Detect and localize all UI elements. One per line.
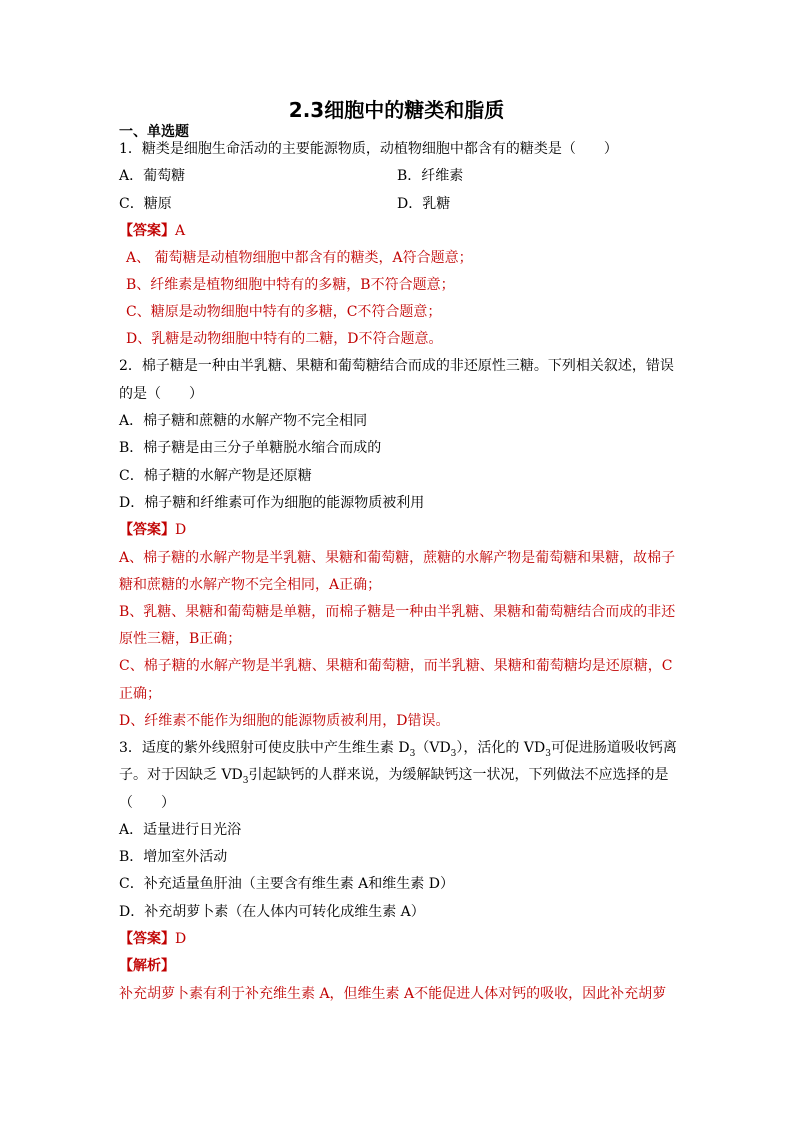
q3-answer [119, 929, 679, 949]
q3-stem-text: ），活化的 VD [456, 740, 546, 756]
q1-answer-label [119, 223, 185, 239]
q3-option-b: B．增加室外活动 [119, 849, 228, 865]
q3-analysis-label: 【解析】 [119, 958, 175, 974]
q2-option-d: D．棉子糖和纤维素可作为细胞的能源物质被利用 [119, 495, 425, 511]
q2-explanation-line: A、棉子糖的水解产物是半乳糖、果糖和葡萄糖，蔗糖的水解产物是葡萄糖和果糖，故棉子 [119, 550, 676, 566]
q2-answer-label [119, 522, 186, 538]
q2-explanation-line: B、乳糖、果糖和葡萄糖是单糖，而棉子糖是一种由半乳糖、果糖和葡萄糖结合而成的非还 [119, 604, 676, 620]
q1-explanation-line: C、糖原是动物细胞中特有的多糖，C不符合题意； [126, 304, 442, 320]
q1-options-row-2 [119, 194, 679, 214]
q2-explanation-line: 原性三糖，B正确； [119, 631, 242, 647]
q3-stem-text: 子。对于因缺乏 VD [119, 767, 243, 783]
q1-answer-letter: A [175, 223, 186, 239]
q2-explanation-line: 糖和蔗糖的水解产物不完全相同，A正确； [119, 577, 382, 593]
q1-explanation-line: B、纤维素是植物细胞中特有的多糖，B不符合题意； [126, 277, 455, 293]
q3-stem-text: （VD [415, 740, 451, 756]
q1-answer [119, 221, 679, 241]
q2-option-a: A．棉子糖和蔗糖的水解产物不完全相同 [119, 413, 368, 429]
q2-option-c: C．棉子糖的水解产物是还原糖 [119, 468, 312, 484]
q1-option-c: C．糖原 [119, 196, 172, 212]
q1-option-d: D．乳糖 [397, 196, 451, 212]
q1-options-row-1 [119, 166, 679, 186]
q2-answer-label-text: 【答案】 [119, 522, 175, 538]
q2-explanation-line: D、纤维素不能作为细胞的能源物质被利用，D错误。 [119, 713, 450, 729]
q3-option-d: D．补充胡萝卜素（在人体内可转化成维生素 A） [119, 904, 425, 920]
q3-answer-label-text: 【答案】 [119, 931, 175, 947]
q3-stem-line-2 [119, 765, 679, 785]
q3-explanation-line: 补充胡萝卜素有利于补充维生素 A，但维生素 A不能促进人体对钙的吸收，因此补充胡萝 [119, 986, 667, 1002]
q1-option-b: B．纤维素 [397, 168, 464, 184]
q3-option-c: C．补充适量鱼肝油（主要含有维生素 A和维生素 D） [119, 876, 454, 892]
q3-option-a: A．适量进行日光浴 [119, 822, 242, 838]
q3-subscript: 3 [242, 775, 249, 786]
q3-stem-line-1 [119, 738, 679, 758]
q2-answer-letter: D [175, 522, 187, 538]
q2-stem-line-2: 的是（ ） [119, 386, 203, 402]
q1-option-a: A．葡萄糖 [119, 168, 186, 184]
q1-explanation-line: A、 葡萄糖是动植物细胞中都含有的糖类，A符合题意； [126, 250, 473, 266]
q2-answer [119, 520, 679, 540]
q3-subscript: 3 [450, 748, 457, 759]
q3-analysis [119, 956, 679, 976]
q3-stem-text: 引起缺钙的人群来说，为缓解缺钙这一状况，下列做法不应选择的是 [248, 767, 669, 783]
q2-stem-line-1: 2．棉子糖是一种由半乳糖、果糖和葡萄糖结合而成的非还原性三糖。下列相关叙述，错误 [119, 358, 674, 374]
q1-stem: 1．糖类是细胞生命活动的主要能源物质，动植物细胞中都含有的糖类是（ ） [119, 141, 618, 157]
q2-explanation-line: 正确； [119, 686, 161, 702]
q2-explanation-line: C、棉子糖的水解产物是半乳糖、果糖和葡萄糖，而半乳糖、果糖和葡萄糖均是还原糖，C [119, 658, 673, 674]
page-title: 2.3细胞中的糖类和脂质 [288, 98, 505, 122]
section-heading: 一、单选题 [119, 124, 189, 140]
q2-option-b: B．棉子糖是由三分子单糖脱水缩合而成的 [119, 440, 382, 456]
q3-subscript: 3 [409, 748, 416, 759]
q3-subscript: 3 [545, 748, 551, 759]
q1-answer-label-text: 【答案】 [119, 223, 175, 239]
q3-answer-label [119, 931, 186, 947]
q3-stem-line-3: （ ） [119, 795, 175, 811]
q3-stem-text: 3．适度的紫外线照射可使皮肤中产生维生素 D [119, 740, 410, 756]
q3-stem-text: 可促进肠道吸收钙离 [550, 740, 677, 756]
q1-explanation-line: D、乳糖是动物细胞中特有的二糖，D不符合题意。 [126, 331, 443, 347]
q3-answer-letter: D [175, 931, 187, 947]
